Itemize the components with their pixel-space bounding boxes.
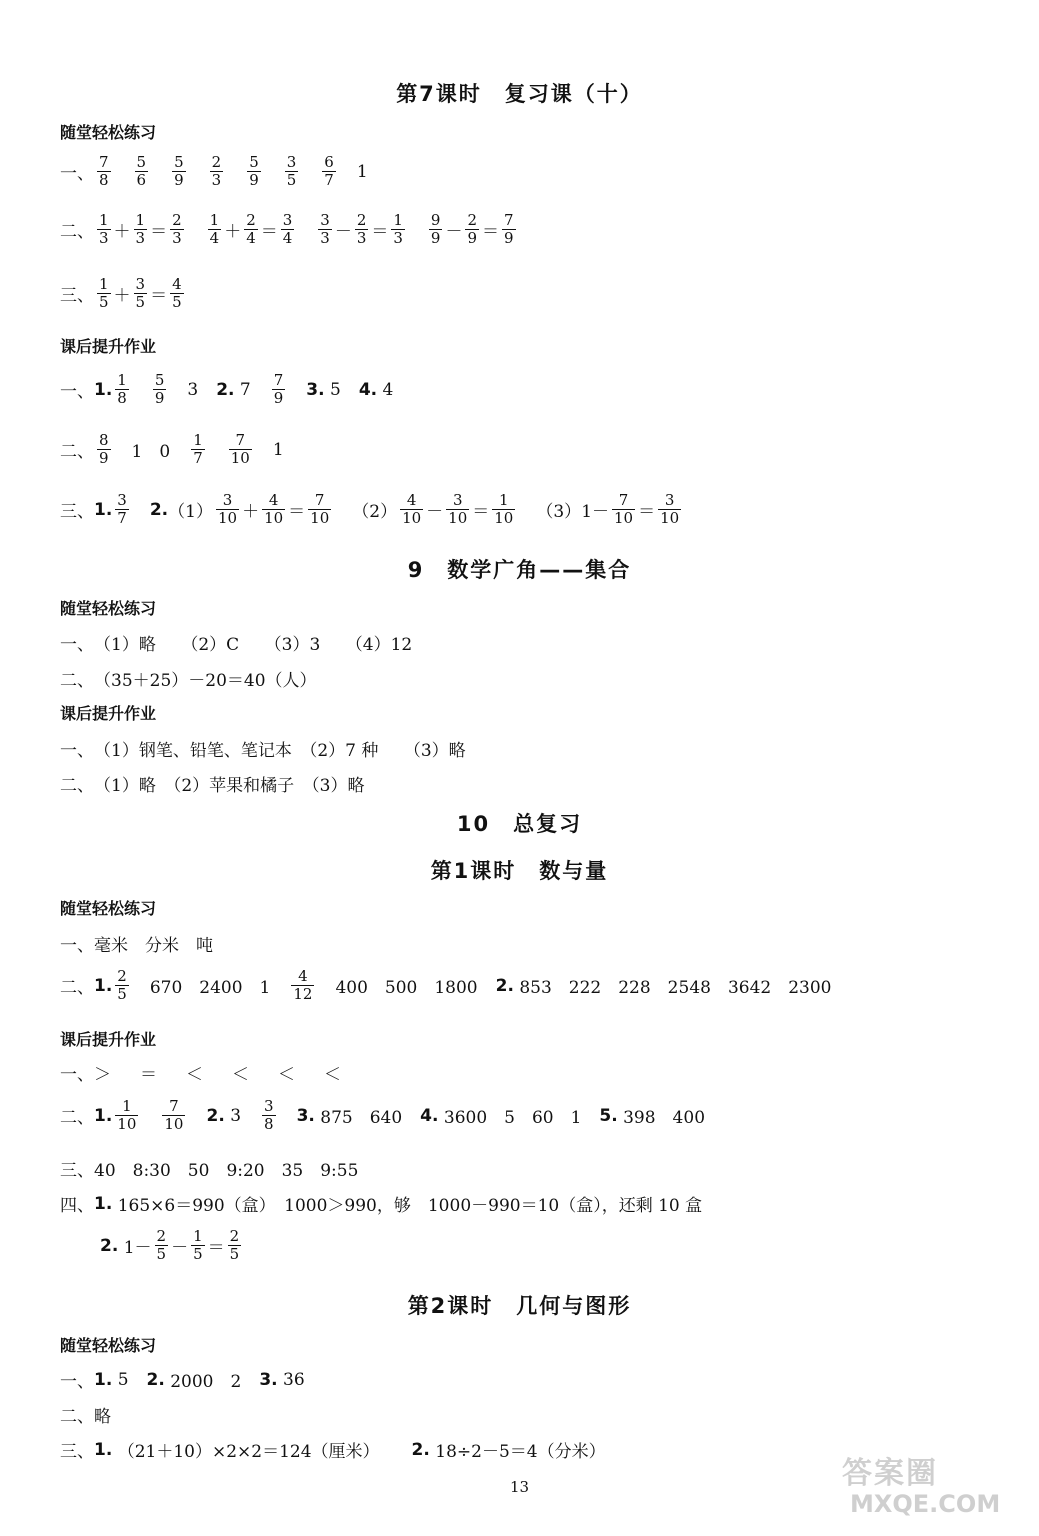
fraction: $\frac{6}{7}$ — [324, 153, 334, 189]
answer-line: 二、 $\frac{1}{3}$ ＋ $\frac{1}{3}$ ＝ $\frac{2}{3}$ $\frac{1}{4}$ ＋ $\frac{2}{4}$ ＝ $\frac{3}{4}$ $\frac{3}{3}$ － $\frac{2}{3}$ ＝ $\frac{1}{3}$ $\frac{9}{9}$ － $\frac{2}{9}$ ＝ $\frac{7}{9}$ — [60, 211, 514, 247]
answer-line: 三、 $\frac{1}{5}$ ＋ $\frac{3}{5}$ ＝ $\frac{4}{5}$ — [60, 275, 182, 311]
fraction: $\frac{3}{5}$ — [286, 153, 297, 189]
chapter-title: 10 总复习 — [456, 812, 583, 836]
lesson-title: 第2课时 几何与图形 — [407, 1294, 632, 1318]
chapter-title: 9 数学广角——集合 — [407, 558, 632, 582]
fraction: $\frac{5}{6}$ — [136, 153, 147, 189]
section-heading: 随堂轻松练习 — [60, 123, 157, 142]
item-label: 一、 — [60, 164, 94, 184]
watermark-logo: 答案圈 — [842, 1456, 938, 1491]
answer-line: 二、 1. $\frac{2}{5}$ 670 2400 1 $\frac{4}{12}$ 400 500 1800 2. 853 222 228 2548 3642 2300 — [60, 967, 832, 1003]
item-label: 三、 — [60, 286, 94, 306]
answer-line: 二、 1. $\frac{1}{10}$ $\frac{7}{10}$ 2. 3 $\frac{3}{8}$ 3. 875 640 4. 3600 5 60 1 5. 398 400 — [60, 1097, 706, 1133]
section-heading: 课后提升作业 — [60, 337, 157, 356]
item-label: 二、 — [60, 222, 94, 242]
answer-line: 二、 （1）略 （2）苹果和橘子 （3）略 — [60, 776, 365, 796]
answer-line: 三、 40 8:30 50 9:20 35 9:55 — [60, 1161, 359, 1181]
answer-line: 三、 1. （21＋10）×2×2＝124（厘米） 2. 18÷2－5＝4（分米） — [60, 1439, 606, 1462]
answer-line: 一、 1. 5 2. 2000 2 3. 36 — [60, 1369, 305, 1392]
answer-line: 三、 1. $\frac{3}{7}$ 2. （1） $\frac{3}{10}$ ＋ $\frac{4}{10}$ ＝ $\frac{7}{10}$ （2） $\frac{4}{10}$ － $\frac{3}{10}$ ＝ $\frac{1}{10}$ （3） 1－ $\frac{7}{10}$ ＝ $\frac{3}{10}$ — [60, 491, 680, 527]
answer-line: 四、 1. 165×6＝990（盒） 1000＞990，够 1000－990＝10（盒），还剩 10 盒 — [60, 1193, 703, 1216]
fraction: $\frac{5}{9}$ — [174, 153, 184, 189]
page-number: 13 — [509, 1478, 530, 1496]
answer-line: 2. 1－ $\frac{2}{5}$ － $\frac{1}{5}$ ＝ $\frac{2}{5}$ — [100, 1227, 240, 1263]
section-heading: 随堂轻松练习 — [60, 899, 157, 918]
fraction: $\frac{5}{9}$ — [249, 153, 259, 189]
watermark-url: MXQE.COM — [850, 1490, 1001, 1518]
answer-line: 二、 略 — [60, 1407, 111, 1427]
section-heading: 随堂轻松练习 — [60, 1336, 157, 1355]
lesson-title: 第1课时 数与量 — [430, 859, 609, 883]
answer-line: 二、 （35＋25）－20＝40（人） — [60, 671, 317, 691]
fraction: $\frac{2}{3}$ — [211, 153, 222, 189]
section-heading: 随堂轻松练习 — [60, 599, 157, 618]
section-heading: 课后提升作业 — [60, 704, 157, 723]
fraction: $\frac{7}{8}$ — [99, 153, 109, 189]
section-heading: 课后提升作业 — [60, 1030, 157, 1049]
lesson-title: 第7课时 复习课（十） — [396, 82, 643, 106]
answer-line: 一、 （1）钢笔、铅笔、笔记本 （2）7 种 （3）略 — [60, 741, 466, 761]
answer-line: 二、 $\frac{8}{9}$ 1 0 $\frac{1}{7}$ $\frac{7}{10}$ 1 — [60, 431, 284, 467]
answer-line: 一、 1. $\frac{1}{8}$ $\frac{5}{9}$ 3 2. 7 $\frac{7}{9}$ 3. 5 4. 4 — [60, 371, 394, 407]
answer-line: 一、 $\frac{7}{8}$ $\frac{5}{6}$ $\frac{5}{9}$ $\frac{2}{3}$ $\frac{5}{9}$ $\frac{3}{5}$ $\frac{6}{7}$ 1 — [60, 153, 368, 189]
answer-line: 一、 （1）略 （2）C （3）3 （4）12 — [60, 635, 413, 655]
answer-line: 一、 毫米 分米 吨 — [60, 936, 213, 956]
answer-line: 一、 ＞ ＝ ＜ ＜ ＜ ＜ — [60, 1065, 347, 1085]
